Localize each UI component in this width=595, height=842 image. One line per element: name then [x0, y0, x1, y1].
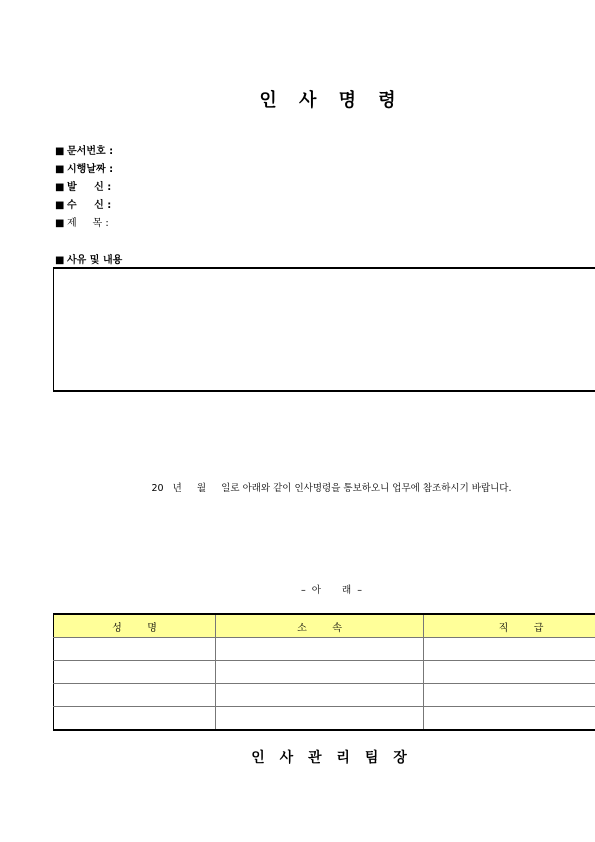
signature-title: 인 사 관 리 팀 장 — [251, 750, 412, 766]
personnel-table — [53, 613, 595, 731]
bullet-square-icon: ■ — [55, 182, 65, 193]
bullet-square-icon: ■ — [55, 146, 65, 157]
table-cell[interactable] — [424, 661, 595, 684]
table-cell[interactable] — [424, 684, 595, 707]
meta-sender — [55, 179, 113, 197]
meta-recipient — [55, 197, 113, 215]
column-header-rank: 직 급 — [424, 614, 595, 638]
column-header-name: 성 명 — [54, 614, 216, 638]
table-cell[interactable] — [54, 661, 216, 684]
reason-section-heading — [55, 251, 122, 266]
document-title: 인 사 명 령 — [259, 90, 404, 111]
meta-subject — [55, 215, 113, 233]
table-cell[interactable] — [216, 684, 424, 707]
table-cell[interactable] — [216, 638, 424, 661]
column-header-department: 소 속 — [216, 614, 424, 638]
reason-content-box[interactable] — [53, 267, 595, 392]
meta-doc-number-label: 문서번호 : — [67, 146, 114, 157]
table-cell[interactable] — [424, 707, 595, 731]
table-cell[interactable] — [54, 707, 216, 731]
table-row — [54, 638, 595, 661]
meta-issue-date-label: 시행날짜 : — [67, 164, 114, 175]
table-cell[interactable] — [216, 707, 424, 731]
bullet-square-icon: ■ — [55, 255, 65, 266]
below-marker: – 아 래 – — [300, 585, 363, 596]
table-header-row — [54, 614, 595, 638]
bullet-square-icon: ■ — [55, 200, 65, 211]
table-cell[interactable] — [54, 638, 216, 661]
meta-issue-date — [55, 161, 113, 179]
bullet-square-icon: ■ — [55, 164, 65, 175]
table-cell[interactable] — [424, 638, 595, 661]
table-cell[interactable] — [54, 684, 216, 707]
table-row — [54, 707, 595, 731]
reason-section-label: 사유 및 내용 — [67, 255, 123, 266]
meta-doc-number — [55, 143, 113, 161]
meta-subject-label: 제 목 : — [67, 218, 109, 229]
meta-recipient-label: 수 신 : — [67, 200, 112, 211]
meta-sender-label: 발 신 : — [67, 182, 112, 193]
document-meta — [55, 143, 113, 233]
table-row — [54, 661, 595, 684]
notice-sentence: 20 년 월 일로 아래와 같이 인사명령을 통보하오니 업무에 참조하시기 바랍니다. — [151, 483, 512, 494]
bullet-square-icon: ■ — [55, 218, 65, 229]
table-cell[interactable] — [216, 661, 424, 684]
table-row — [54, 684, 595, 707]
